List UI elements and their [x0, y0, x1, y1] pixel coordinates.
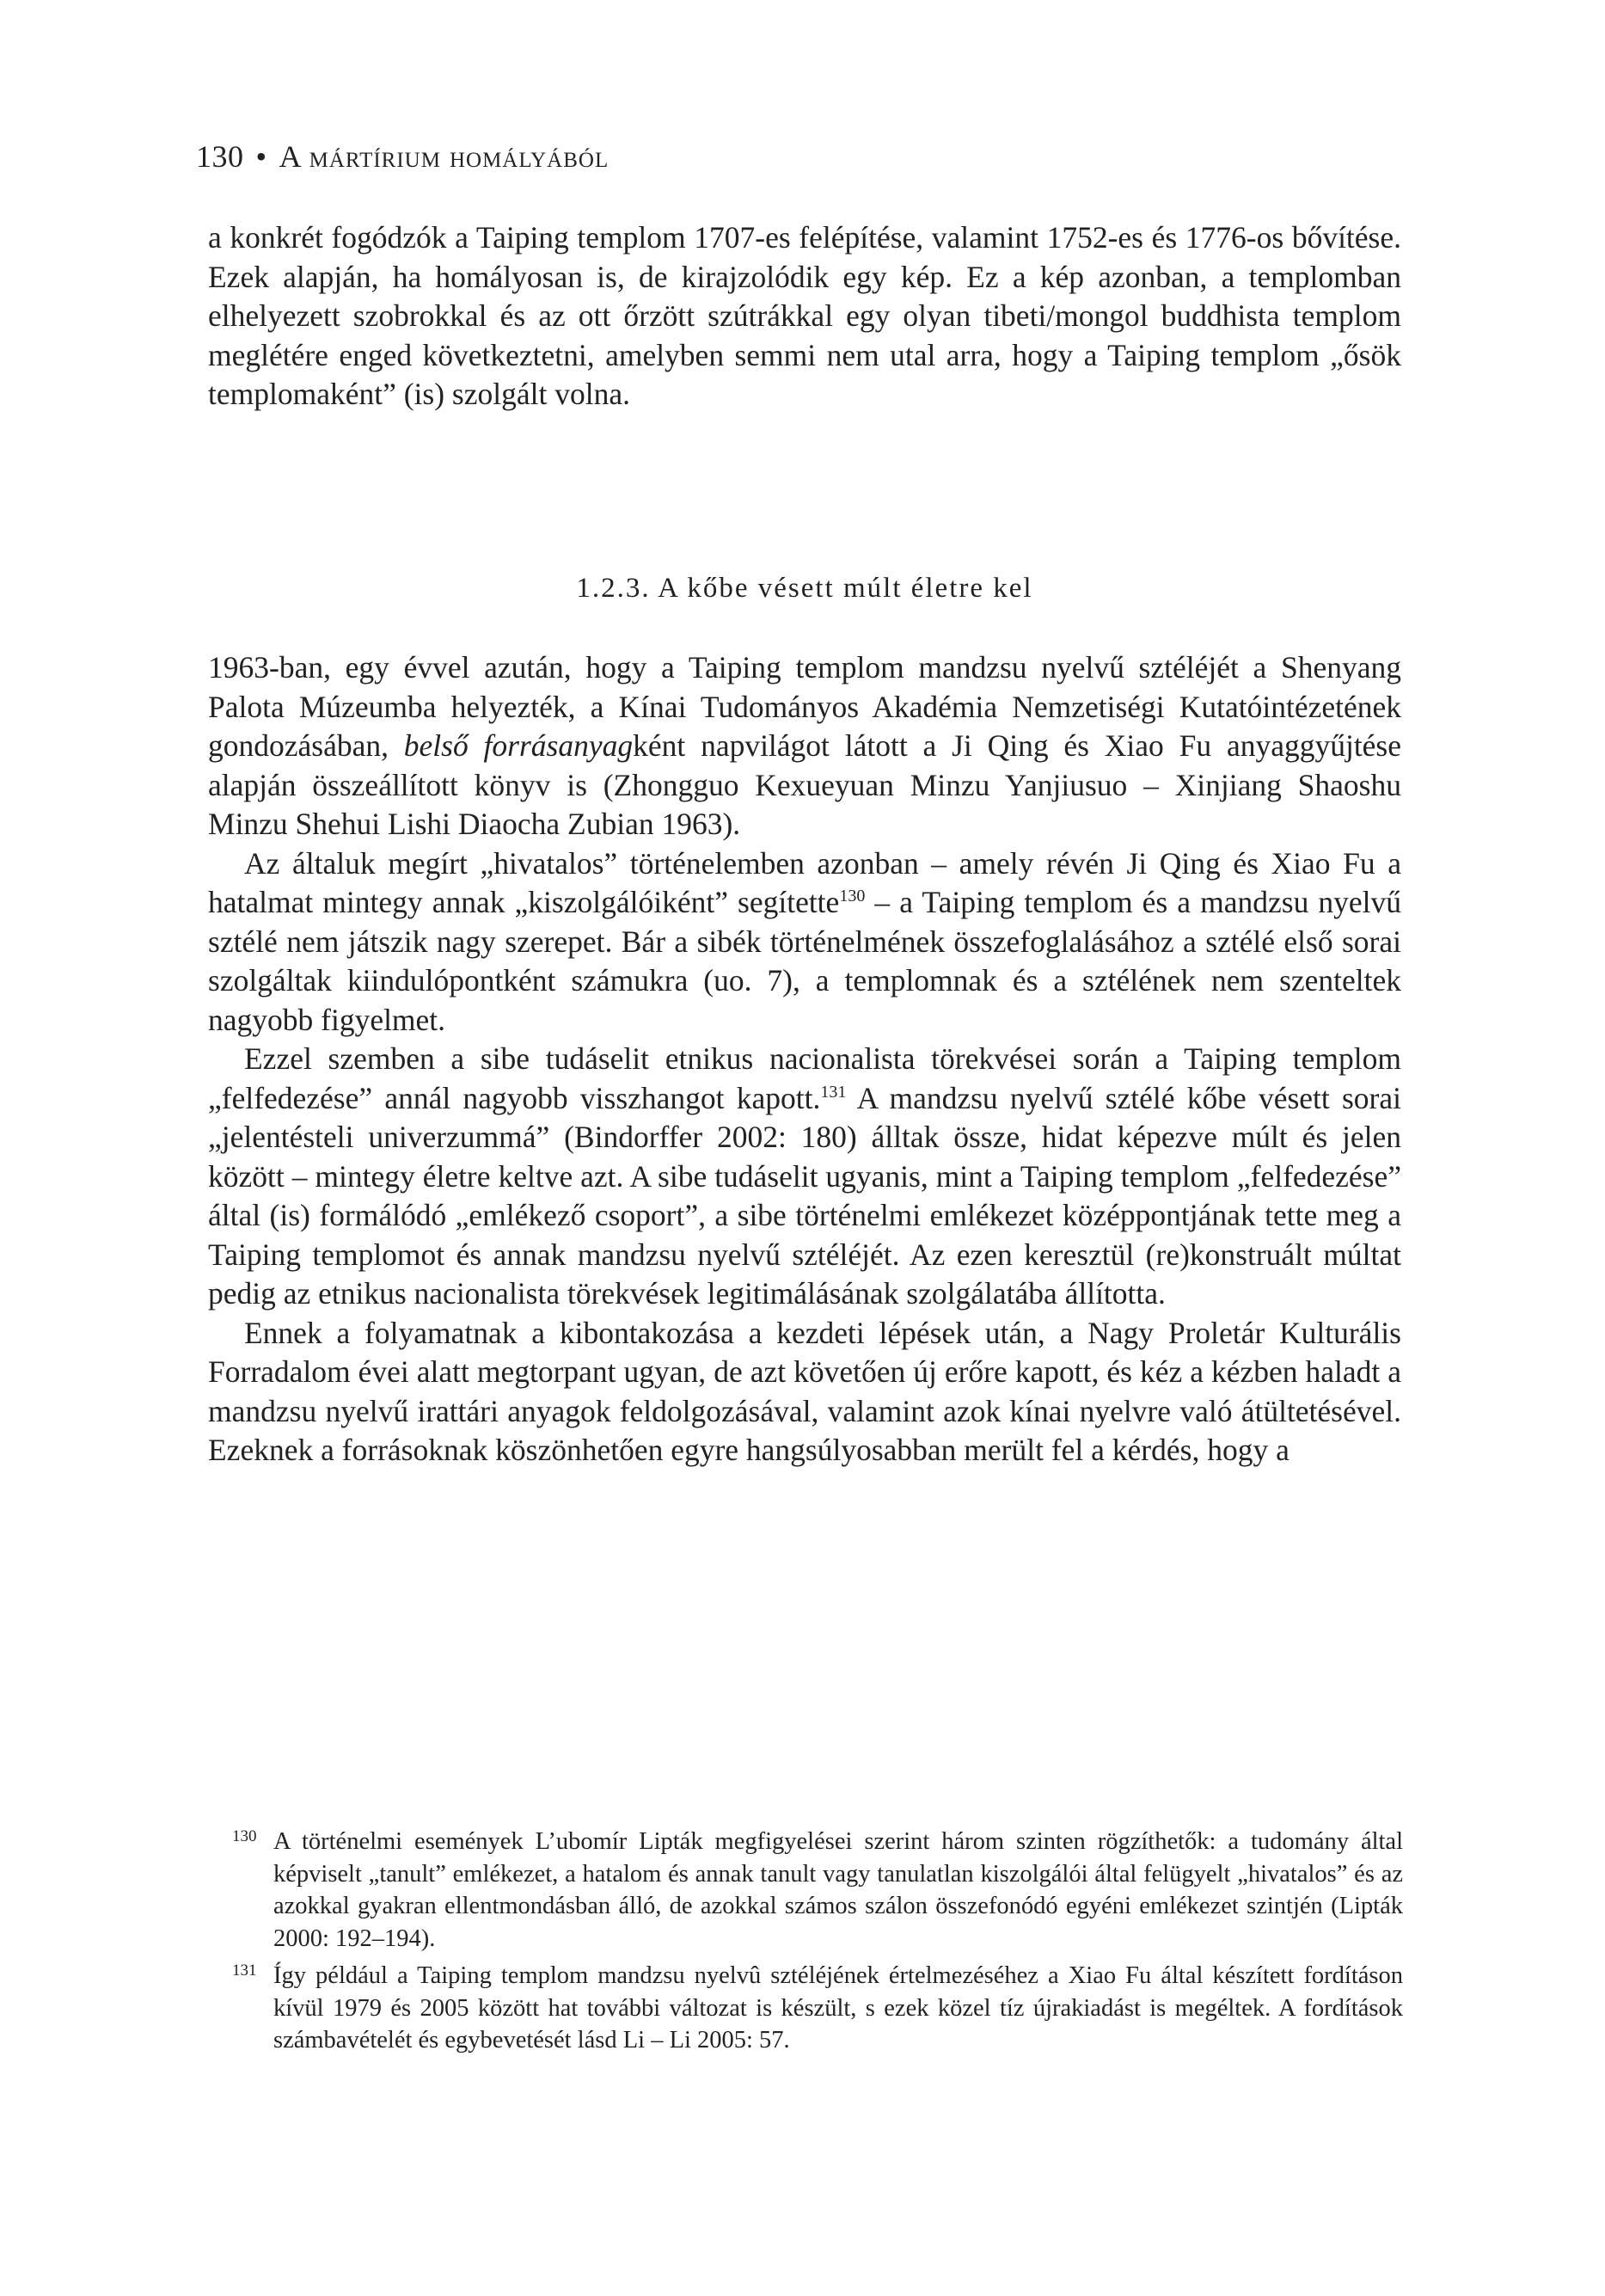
paragraph-4: Ennek a folyamatnak a kibontakozása a kezdeti lépések után, a Nagy Proletár Kulturális Forradalom évei alatt megtorpant ugyan, de azt követően új erőre kapott, és kéz a kézben haladt a mandzsu nyelvű irattári anyagok feldolgozásával, valamint azok kínai nyelvre való átültetésével. Ezeknek a forrásoknak köszönhetően egyre hangsúlyosabban merült fel a kérdés, hogy a	[208, 1315, 1401, 1467]
paragraph-2-text-b: – a Taiping templom és a mandzsu nyelvű sztélé nem játszik nagy szerepet. Bár a sibék történelmének összefoglalásához a sztélé első sorai szolgáltak kiindulópontként számukra (uo. 7), a templomnak és a sztélének nem szenteltek nagyobb figyelmet.	[208, 885, 1402, 1037]
running-title: A mártírium homályából	[279, 139, 610, 174]
paragraph-2-text-a: Az általuk megírt „hivatalos” történelemben azonban – amely révén Ji Qing és Xiao Fu a hatalmat mintegy annak „kiszolgálóiként” segítette	[208, 845, 1401, 919]
main-text-block	[208, 648, 1401, 1470]
footnote-number: 131	[232, 1961, 257, 1980]
running-head	[196, 138, 609, 175]
page-number: 130	[196, 139, 244, 174]
footnote-number: 130	[232, 1827, 257, 1845]
footnote-ref-130: 130	[839, 887, 866, 906]
paragraph-1-text-b: ként napvilágot látott a Ji Qing és Xiao Fu anyaggyűjtése alapján összeállított könyv is (Zhongguo Kexueyuan Minzu Yanjiusuo – Xinjiang Shaoshu Minzu Shehui Lishi Diaocha Zubian 1963).	[208, 728, 1402, 841]
paragraph-2	[208, 844, 1401, 1041]
header-separator: •	[255, 139, 267, 174]
paragraph-1-italic: belső forrásanyag	[403, 728, 634, 763]
footnote-text: Így például a Taiping templom mandzsu nyelvû sztéléjének értelmezéséhez a Xiao Fu által készített fordításon kívül 1979 és 2005 között hat további változat is készült, s ezek közel tíz újrakiadást is megéltek. A fordítások számbavételét és egybevetését lásd Li – Li 2005: 57.	[273, 1962, 1403, 2054]
intro-text-block	[208, 218, 1401, 414]
section-heading: 1.2.3. A kőbe vésett múlt életre kel	[576, 573, 1033, 604]
intro-paragraph: a konkrét fogódzók a Taiping templom 1707-es felépítése, valamint 1752-es és 1776-os bővítése. Ezek alapján, ha homályosan is, de kirajzolódik egy kép. Ez a kép azonban, a templomban elhelyezett szobrokkal és az ott őrzött szútrákkal egy olyan tibeti/mongol buddhista templom meglétére enged következtetni, amelyben semmi nem utal arra, hogy a Taiping templom „ősök templomaként” (is) szolgált volna.	[208, 220, 1401, 411]
paragraph-3-text-b: A mandzsu nyelvű sztélé kőbe vésett sorai „jelentésteli univerzummá” (Bindorffer 2002: 180) álltak össze, hidat képezve múlt és jelen között – mintegy életre keltve azt. A sibe tudáselit ugyanis, mint a Taiping templom „felfedezése” által (is) formálódó „emlékező csoport”, a sibe történelmi emlékezet középpontjának tette meg a Taiping templomot és annak mandzsu nyelvű sztéléjét. Az ezen keresztül (re)konstruált múltat pedig az etnikus nacionalista törekvések legitimálásának szolgálatába állította.	[208, 1080, 1401, 1311]
footnote-130	[232, 1826, 1403, 1955]
footnote-text: A történelmi események L’ubomír Lipták megfigyelései szerint három szinten rögzíthetők: a tudomány által képviselt „tanult” emlékezet, a hatalom és annak tanult vagy tanulatlan kiszolgálói által felügyelt „hivatalos” és az azokkal gyakran ellentmondásban álló, de azokkal számos szálon összefonódó egyéni emlékezet szintjén (Lipták 2000: 192–194).	[273, 1828, 1403, 1952]
paragraph-1	[208, 648, 1401, 844]
paragraph-3-text-a: Ezzel szemben a sibe tudáselit etnikus nacionalista törekvései során a Taiping templom „felfedezése” annál nagyobb visszhangot kapott.	[208, 1041, 1401, 1115]
paragraph-3	[208, 1040, 1401, 1314]
footnote-ref-131: 131	[820, 1082, 847, 1102]
footnote-131	[232, 1960, 1403, 2057]
paragraph-1-text-a: 1963-ban, egy évvel azután, hogy a Taiping templom mandzsu nyelvű sztéléjét a Shenyang Palota Múzeumba helyezték, a Kínai Tudományos Akadémia Nemzetiségi Kutatóintézetének gondozásában,	[208, 650, 1401, 763]
footnotes	[232, 1826, 1403, 2062]
